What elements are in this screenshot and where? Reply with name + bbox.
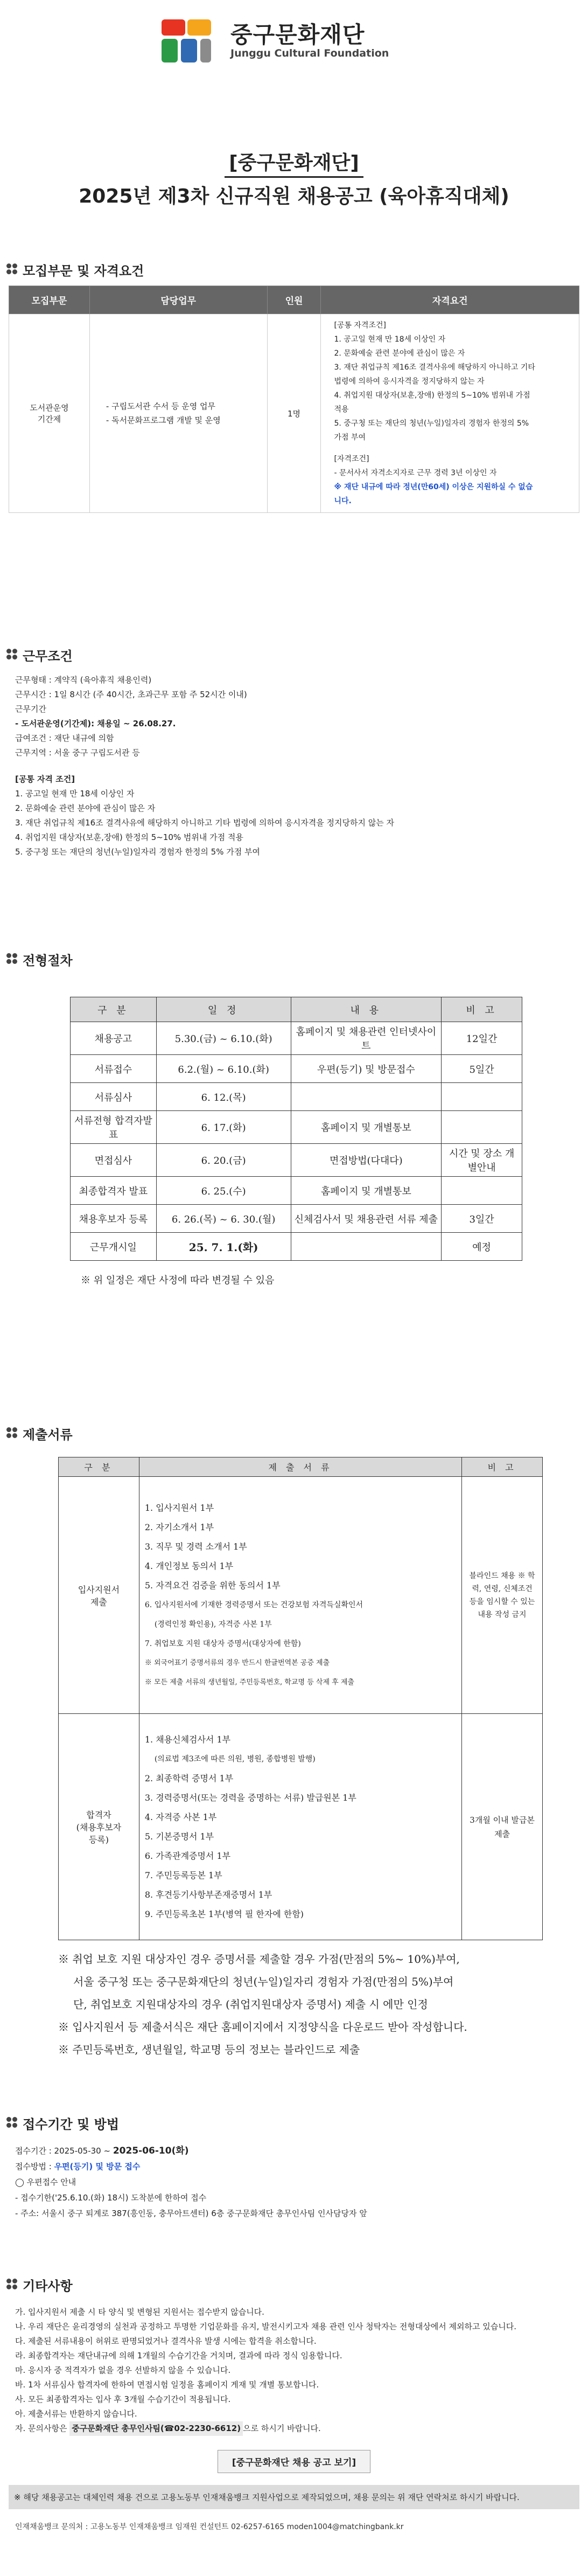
period-mail-title: ◯ 우편접수 안내 <box>15 2177 76 2187</box>
doc-item: 8. 후견등기사항부존재증명서 1부 <box>144 1889 272 1900</box>
doc-item: 3. 경력증명서(또는 경력을 증명하는 서류) 발급원본 1부 <box>144 1792 356 1803</box>
procedure-table <box>70 997 522 1261</box>
period-method: 접수방법 : 우편(등기) 및 방문 접수 <box>15 2162 141 2171</box>
list-item: 사. 모든 최종합격자는 입사 후 3개월 수습기간이 적용됩니다. <box>15 2394 231 2404</box>
proc-note <box>442 1083 522 1111</box>
col-header: 모집부문 <box>9 286 90 314</box>
table-row <box>59 1477 543 1714</box>
docs-note-item: 서울 중구청 또는 중구문화재단의 청년(누일)일자리 경험자 가점(만점의 5%)부여 <box>73 1975 454 1988</box>
title-org: [중구문화재단] <box>225 151 363 178</box>
page-title <box>0 151 588 210</box>
docs-group-note: 블라인드 채용 ※ 학력, 연령, 신체조건 등을 임시할 수 있는 내용 작성 금지 <box>462 1477 543 1714</box>
col-header: 제 출 서 류 <box>139 1457 461 1477</box>
docs-note-item: ※ 취업 보호 지원 대상자인 경우 증명서를 제출할 경우 가점(만점의 5%~ 10%)부여, <box>58 1953 460 1966</box>
docs-group-label: 입사지원서 제출 <box>59 1477 139 1714</box>
docs-notes <box>58 1948 554 2061</box>
section-work <box>0 644 588 867</box>
proc-step: 면접심사 <box>71 1144 157 1177</box>
proc-content: 홈페이지 및 개별통보 <box>291 1111 442 1144</box>
table-row <box>71 1177 522 1205</box>
proc-content: 면접방법(다대다) <box>291 1144 442 1177</box>
work-hours: 근무시간 : 1일 8시간 (주 40시간, 초과근무 포함 주 52시간 이내) <box>15 690 247 699</box>
doc-item: 5. 기본증명서 1부 <box>144 1831 214 1842</box>
doc-item: ※ 외국어표기 증명서류의 경우 반드시 한글번역본 공증 제출 <box>144 1658 330 1667</box>
section-bullet-icon <box>6 2279 18 2290</box>
proc-content <box>291 1233 442 1261</box>
cond-title: [공통 자격조건] <box>334 321 386 330</box>
col-header: 자격요건 <box>321 286 579 314</box>
table-row <box>71 1233 522 1261</box>
list-item: 가. 입사지원서 제출 시 타 양식 및 변형된 지원서는 접수받지 않습니다. <box>15 2307 264 2317</box>
section-bullet-icon <box>6 953 18 965</box>
proc-step: 채용후보자 등록 <box>71 1205 157 1233</box>
work-common-item: 2. 문화예술 관련 분야에 관심이 많은 자 <box>15 803 156 813</box>
proc-note <box>442 1111 522 1144</box>
proc-date: 6. 20.(금) <box>156 1144 291 1177</box>
proc-step: 최종합격자 발표 <box>71 1177 157 1205</box>
proc-content: 우편(등기) 및 방문접수 <box>291 1055 442 1083</box>
doc-item: ※ 모든 제출 서류의 생년월일, 주민등록번호, 학교명 등 삭제 후 제출 <box>144 1678 354 1686</box>
section-bullet-icon <box>6 2117 18 2129</box>
proc-content: 신체검사서 및 채용관련 서류 제출 <box>291 1205 442 1233</box>
list-item: 자. 문의사항은 중구문화재단 총무인사팀(☎02-2230-6612) 으로 하시기 바랍니다. <box>15 2421 573 2436</box>
work-common-item: 1. 공고일 현재 만 18세 이상인 자 <box>15 789 135 799</box>
org-name-ko: 중구문화재단 <box>230 21 365 48</box>
docs-group-items <box>139 1477 461 1714</box>
notice-bar: ※ 해당 채용공고는 대체인력 채용 건으로 고용노동부 인재채움뱅크 지원사업으로 제작되었으며, 채용 문의는 위 재단 연락처로 하시기 바랍니다. <box>9 2485 579 2509</box>
title-main: 2025년 제3차 신규직원 채용공고 (육아휴직대체) <box>79 185 509 207</box>
col-header: 인원 <box>267 286 321 314</box>
cond-item: 법령에 의하여 응시자격을 정지당하지 않는 자 <box>334 377 485 386</box>
work-common-item: 5. 중구청 또는 재단의 청년(누일)일자리 경험자 한정의 5% 가점 부여 <box>15 847 260 857</box>
proc-step: 채용공고 <box>71 1022 157 1055</box>
proc-step: 서류심사 <box>71 1083 157 1111</box>
table-row <box>71 1144 522 1177</box>
section-bullet-icon <box>6 1427 18 1439</box>
cond-item: 3. 재단 취업규칙 제16조 결격사유에 해당하지 아니하고 기타 <box>334 363 535 372</box>
others-list <box>15 2305 573 2436</box>
docs-note-item: ※ 입사지원서 등 제출서식은 재단 홈페이지에서 지정양식을 다운로드 받아 작성합니다. <box>58 2020 467 2033</box>
work-common-item: 4. 취업지원 대상자(보훈,장애) 한정의 5~10% 범위내 가점 적용 <box>15 832 243 842</box>
doc-item: 9. 주민등록초본 1부(병역 필 한자에 한함) <box>144 1908 304 1919</box>
col-header: 일 정 <box>156 997 291 1022</box>
doc-item: 4. 자격증 사본 1부 <box>144 1811 217 1822</box>
doc-item: (경력인정 확인용), 자격증 사본 1부 <box>154 1620 272 1629</box>
recruit-duty <box>89 314 267 513</box>
section-period <box>0 2112 588 2231</box>
section-title: 모집부문 및 자격요건 <box>23 263 144 279</box>
doc-item: 7. 주민등록등본 1부 <box>144 1870 222 1880</box>
logo-mark-icon <box>162 19 221 63</box>
period-box <box>15 2143 573 2221</box>
period-mail-deadline: - 접수기한('25.6.10.(화) 18시) 도착분에 한하여 접수 <box>15 2193 207 2203</box>
announcement-link <box>0 2450 588 2473</box>
section-title: 제출서류 <box>23 1427 73 1442</box>
section-others <box>0 2274 588 2544</box>
work-conditions <box>15 673 573 859</box>
cond-item: 가점 부여 <box>334 433 366 442</box>
col-header: 구 분 <box>71 997 157 1022</box>
cond-item: 2. 문화예술 관련 분야에 관심이 많은 자 <box>334 349 465 358</box>
cond-warning: 니다. <box>334 497 352 505</box>
cond-title: [자격조건] <box>334 455 369 463</box>
proc-step: 서류전형 합격자발표 <box>71 1111 157 1144</box>
doc-item: 6. 입사지원서에 기재한 경력증명서 또는 건강보험 자격득실확인서 <box>144 1600 363 1609</box>
proc-note <box>442 1177 522 1205</box>
docs-note-item: ※ 주민등록번호, 생년월일, 학교명 등의 정보는 블라인드로 제출 <box>58 2043 360 2056</box>
section-title: 전형절차 <box>23 953 73 968</box>
cond-item: - 문서사서 자격소지자로 근무 경력 3년 이상인 자 <box>334 469 497 477</box>
cond-item: 1. 공고일 현재 만 18세 이상인 자 <box>334 335 446 344</box>
work-pay: 급여조건 : 재단 내규에 의함 <box>15 733 114 743</box>
proc-note: 5일간 <box>442 1055 522 1083</box>
list-item: 라. 최종합격자는 재단내규에 의해 1개월의 수습기간을 거치며, 결과에 따라 정식 임용합니다. <box>15 2351 342 2360</box>
doc-item: 2. 자기소개서 1부 <box>144 1522 214 1532</box>
section-docs <box>0 1422 588 2061</box>
work-type: 근무형태 : 계약직 (육아휴직 채용인력) <box>15 675 152 685</box>
proc-step: 서류접수 <box>71 1055 157 1083</box>
doc-item: 7. 취업보호 지원 대상자 증명서(대상자에 한함) <box>144 1639 301 1648</box>
proc-note: 예정 <box>442 1233 522 1261</box>
section-title: 기타사항 <box>23 2278 73 2294</box>
table-row <box>71 1111 522 1144</box>
docs-note-item: 단, 취업보호 지원대상자의 경우 (취업지원대상자 증명서) 제출 시 에만 인정 <box>73 1998 428 2011</box>
col-header: 내 용 <box>291 997 442 1022</box>
period-dates: 접수기간 : 2025-05-30 ~ 2025-06-10(화) <box>15 2145 189 2156</box>
work-common-title: [공통 자격 조건] <box>15 774 75 784</box>
list-item: 아. 제출서류는 반환하지 않습니다. <box>15 2409 137 2419</box>
org-logo[interactable] <box>162 19 389 63</box>
header <box>0 0 588 81</box>
proc-content <box>291 1083 442 1111</box>
proc-content: 홈페이지 및 채용관련 인터넷사이트 <box>291 1022 442 1055</box>
docs-group-label: 합격자 (채용후보자 등록) <box>59 1714 139 1940</box>
cond-item: 5. 중구청 또는 재단의 청년(누일)일자리 경험자 한정의 5% <box>334 419 529 428</box>
table-row <box>71 1022 522 1055</box>
doc-item: 1. 채용신체검사서 1부 <box>144 1734 231 1745</box>
procedure-note: ※ 위 일정은 재단 사정에 따라 변경될 수 있음 <box>81 1275 275 1286</box>
table-row <box>71 1083 522 1111</box>
section-title: 접수기간 및 방법 <box>23 2116 119 2132</box>
col-header: 담당업무 <box>89 286 267 314</box>
cond-item: 적용 <box>334 405 349 414</box>
docs-group-items <box>139 1714 461 1940</box>
proc-note: 3일간 <box>442 1205 522 1233</box>
doc-item: 3. 직무 및 경력 소개서 1부 <box>144 1541 247 1552</box>
duty-item: - 독서문화프로그램 개발 및 운영 <box>106 415 221 425</box>
section-bullet-icon <box>6 649 18 661</box>
proc-date: 6. 25.(수) <box>156 1177 291 1205</box>
section-title: 근무조건 <box>23 648 73 664</box>
list-item: 바. 1차 서류심사 합격자에 한하여 면접시험 일정을 홈페이지 게재 및 개별 통보합니다. <box>15 2380 319 2390</box>
doc-item: 4. 개인정보 동의서 1부 <box>144 1560 234 1571</box>
recruit-part: 도서관운영 기간제 <box>9 314 90 513</box>
duty-item: - 구립도서관 수서 등 운영 업무 <box>106 401 216 411</box>
proc-date: 6.2.(월) ~ 6.10.(화) <box>156 1055 291 1083</box>
doc-item: 5. 자격요건 검증을 위한 동의서 1부 <box>144 1580 281 1591</box>
work-common-item: 3. 재단 취업규칙 제16조 결격사유에 해당하지 아니하고 기타 법령에 의하여 응시자격을 정지당하지 않는 자 <box>15 818 394 828</box>
doc-item: 1. 입사지원서 1부 <box>144 1502 214 1513</box>
section-bullet-icon <box>6 263 18 275</box>
recruit-qualification <box>321 314 579 513</box>
docs-group-note: 3개월 이내 발급본 제출 <box>462 1714 543 1940</box>
recruit-table <box>9 286 579 513</box>
doc-item: (의료법 제3조에 따른 의원, 병원, 종합병원 발행) <box>154 1754 316 1763</box>
table-row <box>71 1205 522 1233</box>
doc-item: 6. 가족관계증명서 1부 <box>144 1850 231 1861</box>
work-period: - 도서관운영(기간제): 채용일 ~ 26.08.27. <box>15 719 176 728</box>
section-procedure <box>0 948 588 1287</box>
section-recruit <box>0 259 588 518</box>
cond-warning: ※ 재단 내규에 따라 정년(만60세) 이상은 지원하실 수 없습 <box>334 483 533 491</box>
table-row <box>71 1055 522 1083</box>
col-header: 비 고 <box>462 1457 543 1477</box>
announcement-link-button[interactable]: [중구문화재단 채용 공고 보기] <box>218 2450 370 2473</box>
proc-note: 12일간 <box>442 1022 522 1055</box>
list-item: 다. 제출된 서류내용이 허위로 판명되었거나 결격사유 발생 시에는 합격을 취소합니다. <box>15 2336 317 2346</box>
proc-step: 근무개시일 <box>71 1233 157 1261</box>
col-header: 비 고 <box>442 997 522 1022</box>
proc-note: 시간 및 장소 개별안내 <box>442 1144 522 1177</box>
work-place: 근무지역 : 서울 중구 구립도서관 등 <box>15 748 140 758</box>
footer-contact: 인재채움뱅크 문의처 : 고용노동부 인재채움뱅크 임재원 컨설턴트 02-6257-6165 moden1004@matchingbank.kr <box>15 2523 404 2531</box>
proc-date: 25. 7. 1.(화) <box>156 1233 291 1261</box>
list-item: 마. 응시자 중 적격자가 없을 경우 선발하지 않을 수 있습니다. <box>15 2365 231 2375</box>
recruit-count: 1명 <box>267 314 321 513</box>
cond-item: 4. 취업지원 대상자(보훈,장애) 한정의 5~10% 범위내 가점 <box>334 391 530 400</box>
proc-date: 6. 12.(목) <box>156 1083 291 1111</box>
proc-date: 6. 17.(화) <box>156 1111 291 1144</box>
period-mail-address: - 주소: 서울시 중구 퇴계로 387(흥인동, 충무아트센터) 6층 중구문화재단 총무인사팀 인사담당자 앞 <box>15 2209 367 2218</box>
docs-table <box>58 1457 543 1940</box>
work-period-label: 근무기간 <box>15 704 46 714</box>
col-header: 구 분 <box>59 1457 139 1477</box>
contact-highlight: 중구문화재단 총무인사팀(☎02-2230-6612) <box>69 2421 243 2436</box>
proc-content: 홈페이지 및 개별통보 <box>291 1177 442 1205</box>
proc-date: 6. 26.(목) ~ 6. 30.(월) <box>156 1205 291 1233</box>
table-row <box>59 1714 543 1940</box>
proc-date: 5.30.(금) ~ 6.10.(화) <box>156 1022 291 1055</box>
org-name-en: Junggu Cultural Foundation <box>230 47 389 59</box>
list-item: 나. 우리 재단은 윤리경영의 실천과 공정하고 투명한 기업문화를 유지, 발전시키고자 채용 관련 인사 청탁자는 전형대상에서 제외하고 있습니다. <box>15 2322 517 2331</box>
doc-item: 2. 최종학력 증명서 1부 <box>144 1773 234 1783</box>
